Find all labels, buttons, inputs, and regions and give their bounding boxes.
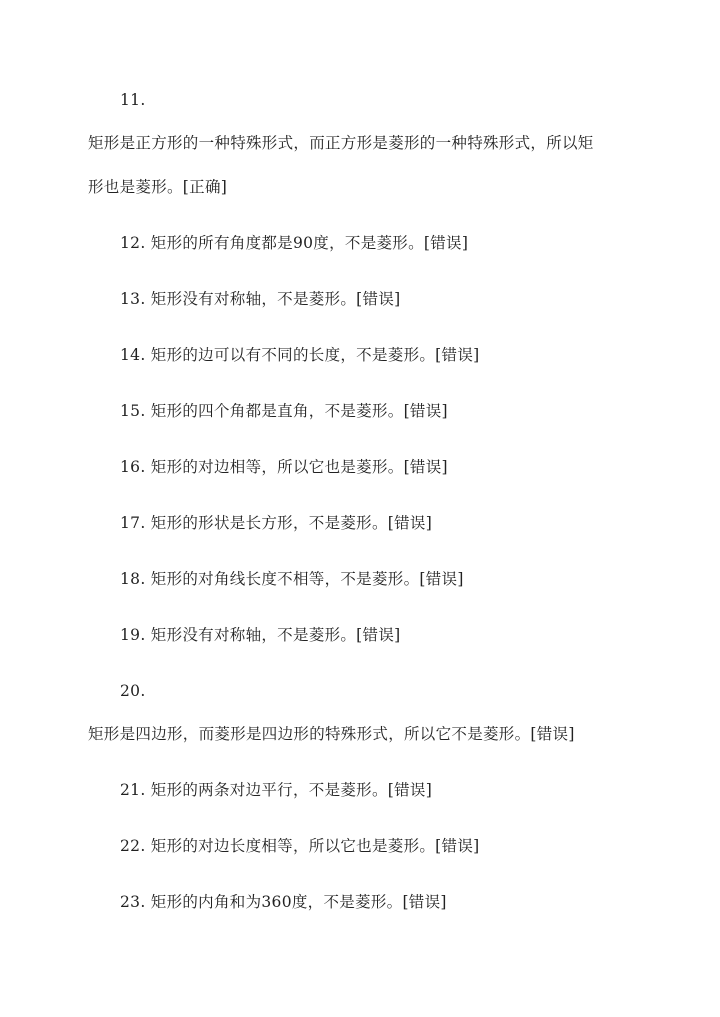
item-22: 22. 矩形的对边长度相等，所以它也是菱形。[错误] <box>120 837 480 855</box>
item-11-text-line-1: 矩形是正方形的一种特殊形式，而正方形是菱形的一种特殊形式，所以矩 <box>88 134 594 152</box>
item-18: 18. 矩形的对角线长度不相等，不是菱形。[错误] <box>120 570 464 588</box>
item-20-number: 20. <box>120 682 146 700</box>
item-14: 14. 矩形的边可以有不同的长度，不是菱形。[错误] <box>120 346 480 364</box>
item-11-number: 11. <box>120 91 146 109</box>
item-13: 13. 矩形没有对称轴，不是菱形。[错误] <box>120 290 401 308</box>
item-17: 17. 矩形的形状是长方形，不是菱形。[错误] <box>120 514 433 532</box>
item-23: 23. 矩形的内角和为360度，不是菱形。[错误] <box>120 893 447 911</box>
item-16: 16. 矩形的对边相等，所以它也是菱形。[错误] <box>120 458 448 476</box>
item-15: 15. 矩形的四个角都是直角，不是菱形。[错误] <box>120 402 448 420</box>
item-21: 21. 矩形的两条对边平行，不是菱形。[错误] <box>120 781 433 799</box>
item-12: 12. 矩形的所有角度都是90度，不是菱形。[错误] <box>120 234 469 252</box>
item-20-text: 矩形是四边形，而菱形是四边形的特殊形式，所以它不是菱形。[错误] <box>88 725 575 743</box>
item-11-text-line-2: 形也是菱形。[正确] <box>88 178 228 196</box>
item-19: 19. 矩形没有对称轴，不是菱形。[错误] <box>120 626 401 644</box>
